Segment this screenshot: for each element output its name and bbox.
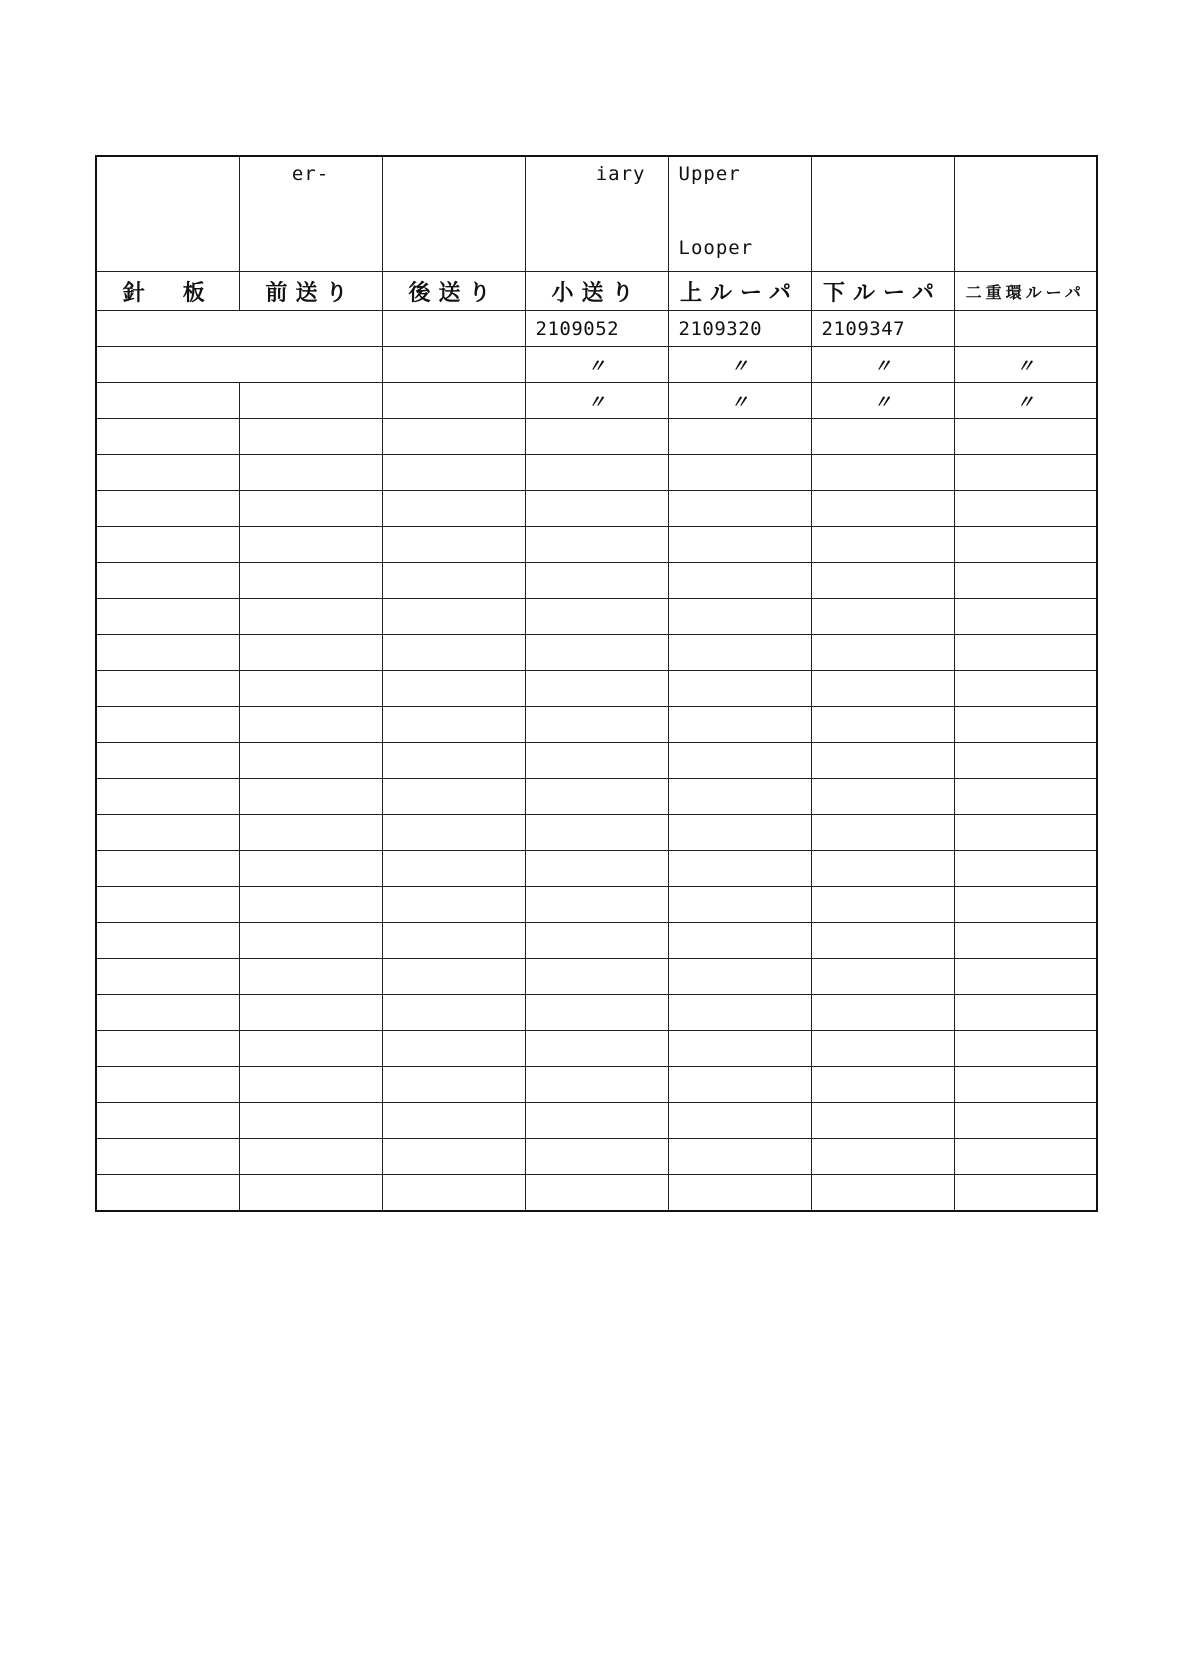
en-header-cell-2 [239,156,382,272]
part-number-upper-looper: 2109320 [668,311,811,347]
table-cell [382,851,525,887]
table-cell [96,347,382,383]
empty-row [96,923,1097,959]
table-cell [96,563,239,599]
ditto-mark: 〃 [811,383,954,419]
table-cell [239,1067,382,1103]
empty-row [96,599,1097,635]
japanese-header-row [96,272,1097,311]
table-cell [811,527,954,563]
empty-row [96,1031,1097,1067]
table-cell [525,959,668,995]
table-cell [954,419,1097,455]
table-cell [954,491,1097,527]
table-cell [239,419,382,455]
table-cell [954,599,1097,635]
empty-row [96,527,1097,563]
table-cell [954,923,1097,959]
table-cell [239,959,382,995]
table-cell [525,1103,668,1139]
table-cell [96,311,382,347]
table-cell [96,599,239,635]
table-cell [239,1031,382,1067]
table-cell [811,1031,954,1067]
empty-row [96,1103,1097,1139]
table-cell [382,995,525,1031]
table-cell [239,635,382,671]
table-cell [668,599,811,635]
table-cell [239,923,382,959]
table-cell [96,419,239,455]
table-cell [239,995,382,1031]
table-cell [811,419,954,455]
table-cell [525,599,668,635]
table-cell [382,887,525,923]
table-cell [239,455,382,491]
table-cell [525,635,668,671]
table-cell [382,671,525,707]
table-cell [954,1139,1097,1175]
table-cell [954,1175,1097,1212]
table-cell [668,815,811,851]
ditto-mark: 〃 [668,383,811,419]
table-cell [811,491,954,527]
table-cell [811,887,954,923]
table-cell [382,959,525,995]
table-cell [668,851,811,887]
table-cell [96,851,239,887]
table-cell [954,707,1097,743]
en-header-cell-7 [954,156,1097,272]
table-cell [668,635,811,671]
table-cell [239,743,382,779]
table-cell [811,455,954,491]
table-cell [525,995,668,1031]
table-cell [382,1067,525,1103]
table-cell [954,743,1097,779]
table-cell [811,959,954,995]
table-cell [525,419,668,455]
empty-row [96,1175,1097,1212]
table-cell [96,383,239,419]
table-cell [811,743,954,779]
table-cell [239,779,382,815]
table-cell [382,1139,525,1175]
table-cell [96,455,239,491]
part-number-lower-looper: 2109347 [811,311,954,347]
table-cell [382,923,525,959]
table-cell [954,1031,1097,1067]
table-cell [668,563,811,599]
table-cell [668,455,811,491]
table-cell [382,1103,525,1139]
table-cell [668,995,811,1031]
table-cell [96,1103,239,1139]
table-cell [954,995,1097,1031]
table-cell [239,1175,382,1212]
table-cell [668,1103,811,1139]
empty-row [96,1139,1097,1175]
table-cell [811,599,954,635]
table-cell [382,491,525,527]
table-cell [239,851,382,887]
table-cell [954,815,1097,851]
jp-header-front-feed: 前送り [239,272,382,311]
table-cell [811,923,954,959]
table-cell [525,671,668,707]
table-cell [382,419,525,455]
empty-row [96,887,1097,923]
jp-header-upper-looper: 上ルーパ [668,272,811,311]
table-cell [954,563,1097,599]
empty-row [96,779,1097,815]
en-header-text: iary [595,163,646,185]
table-cell [382,563,525,599]
table-cell [96,815,239,851]
table-cell [382,455,525,491]
table-cell [525,743,668,779]
table-cell [668,1175,811,1212]
ditto-mark: 〃 [668,347,811,383]
empty-row [96,491,1097,527]
table-cell [811,779,954,815]
looper-label: Looper [678,237,754,259]
table-cell [382,311,525,347]
table-cell [668,743,811,779]
table-cell [954,1103,1097,1139]
empty-row [96,995,1097,1031]
table-cell [96,671,239,707]
table-cell [96,959,239,995]
en-header-cell-4 [525,156,668,272]
table-cell [954,527,1097,563]
table-cell [954,635,1097,671]
table-cell [811,1175,954,1212]
table-cell [96,995,239,1031]
ditto-row [96,383,1097,419]
table-cell [525,527,668,563]
table-cell [96,527,239,563]
empty-row [96,959,1097,995]
table-cell [525,1067,668,1103]
table-cell [954,671,1097,707]
ditto-row [96,347,1097,383]
table-cell [382,599,525,635]
table-cell [96,1031,239,1067]
empty-row [96,707,1097,743]
table-cell [668,1139,811,1175]
table-cell [382,347,525,383]
table-cell [954,851,1097,887]
table-cell [954,311,1097,347]
table-cell [239,563,382,599]
table-cell [811,995,954,1031]
table-cell [382,1175,525,1212]
en-header-text: er- [291,163,330,185]
table-cell [954,887,1097,923]
table-cell [96,923,239,959]
empty-row [96,851,1097,887]
parts-table [95,155,1098,1212]
table-cell [382,1031,525,1067]
table-cell [525,1031,668,1067]
table-cell [96,743,239,779]
jp-header-rear-feed: 後送り [382,272,525,311]
ditto-mark: 〃 [525,383,668,419]
table-cell [811,851,954,887]
table-cell [668,923,811,959]
table-cell [239,815,382,851]
table-cell [811,815,954,851]
table-cell [525,923,668,959]
table-cell [239,527,382,563]
table-cell [668,671,811,707]
ditto-mark: 〃 [954,347,1097,383]
table-cell [382,527,525,563]
table-cell [96,779,239,815]
table-cell [525,707,668,743]
table-cell [525,1175,668,1212]
table-cell [668,707,811,743]
table-cell [239,491,382,527]
table-cell [382,779,525,815]
table-cell [96,1175,239,1212]
table-cell [239,671,382,707]
ditto-mark: 〃 [811,347,954,383]
table-cell [525,563,668,599]
jp-header-double-chain-looper: 二重環ルーパ [954,272,1097,311]
table-cell [525,815,668,851]
table-cell [382,815,525,851]
table-cell [811,1067,954,1103]
table-cell [668,491,811,527]
part-number-row [96,311,1097,347]
table-cell [382,707,525,743]
table-cell [96,635,239,671]
table-cell [811,635,954,671]
en-header-cell-1 [96,156,239,272]
empty-row [96,563,1097,599]
jp-header-needle-plate: 針 板 [96,272,239,311]
en-header-cell-5 [668,156,811,272]
table-cell [382,743,525,779]
table-cell [668,527,811,563]
table-cell [668,959,811,995]
upper-label: Upper [678,163,741,185]
table-cell [96,707,239,743]
table-cell [811,671,954,707]
empty-row [96,1067,1097,1103]
table-cell [525,491,668,527]
table-cell [382,635,525,671]
table-cell [525,779,668,815]
table-cell [525,851,668,887]
table-cell [668,887,811,923]
table-cell [96,491,239,527]
jp-header-auxiliary-feed: 小送り [525,272,668,311]
table-cell [668,779,811,815]
jp-header-lower-looper: 下ルーパ [811,272,954,311]
table-cell [239,383,382,419]
table-cell [811,707,954,743]
part-number-auxiliary-feed: 2109052 [525,311,668,347]
empty-row [96,455,1097,491]
table-cell [525,887,668,923]
table-cell [96,887,239,923]
table-cell [239,887,382,923]
empty-row [96,815,1097,851]
ditto-mark: 〃 [954,383,1097,419]
table-cell [239,707,382,743]
table-cell [668,1031,811,1067]
table-cell [239,1103,382,1139]
table-cell [954,1067,1097,1103]
table-cell [525,1139,668,1175]
table-cell [96,1067,239,1103]
table-cell [811,563,954,599]
empty-row [96,419,1097,455]
table-cell [811,1103,954,1139]
table-cell [525,455,668,491]
table-cell [382,383,525,419]
table-cell [668,419,811,455]
en-header-cell-3 [382,156,525,272]
table-cell [96,1139,239,1175]
table-cell [954,959,1097,995]
empty-row [96,743,1097,779]
table-cell [239,599,382,635]
empty-row [96,671,1097,707]
table-cell [954,455,1097,491]
table-cell [239,1139,382,1175]
ditto-mark: 〃 [525,347,668,383]
table-cell [811,1139,954,1175]
table-cell [954,779,1097,815]
empty-row [96,635,1097,671]
en-header-cell-6 [811,156,954,272]
table-cell [668,1067,811,1103]
english-header-row [96,156,1097,272]
